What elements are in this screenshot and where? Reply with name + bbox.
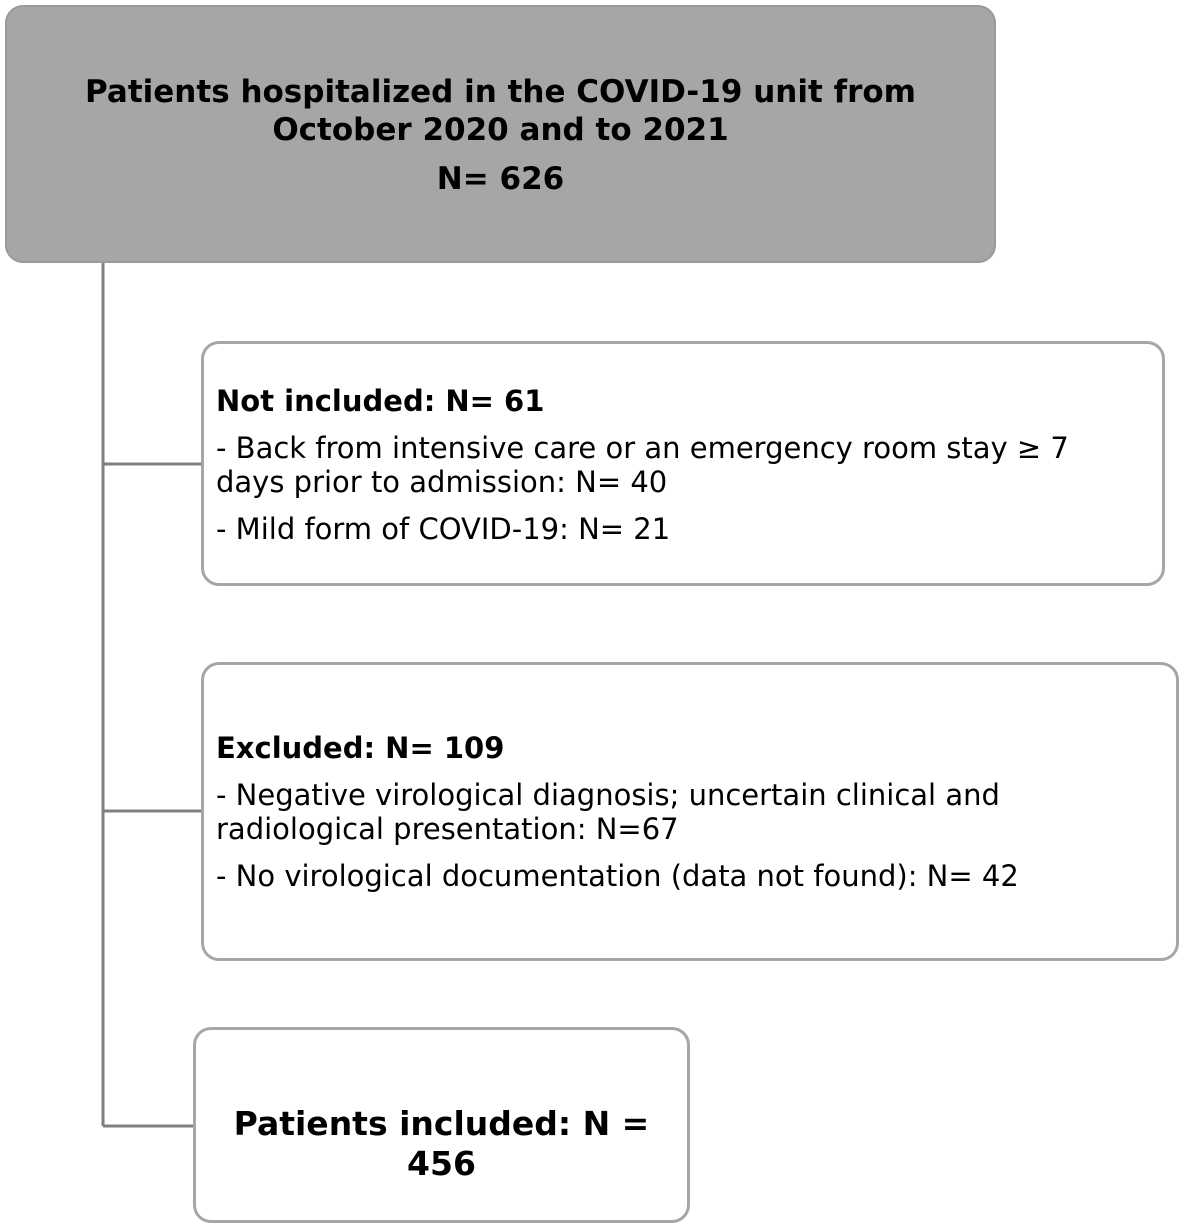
excluded-heading: Excluded: N= 109 <box>216 731 505 765</box>
excluded-item: - Negative virological diagnosis; uncertain clinical and radiological presentation: N=67 <box>216 778 1000 846</box>
hospitalized-patients-box <box>5 5 996 263</box>
excluded-box <box>201 662 1179 961</box>
excluded-item: - No virological documentation (data not found): N= 42 <box>216 859 1019 893</box>
patients-included-box <box>193 1027 690 1223</box>
not-included-item: - Back from intensive care or an emergency room stay ≥ 7 days prior to admission: N= 40 <box>216 431 1069 499</box>
not-included-item: - Mild form of COVID-19: N= 21 <box>216 512 671 546</box>
not-included-box <box>201 341 1165 586</box>
not-included-heading: Not included: N= 61 <box>216 384 545 418</box>
patients-included-label: Patients included: N = 456 <box>233 1104 650 1183</box>
hospitalized-patients-count: N= 626 <box>436 161 565 197</box>
hospitalized-patients-title: Patients hospitalized in the COVID-19 unit from October 2020 and to 2021 <box>85 74 916 148</box>
